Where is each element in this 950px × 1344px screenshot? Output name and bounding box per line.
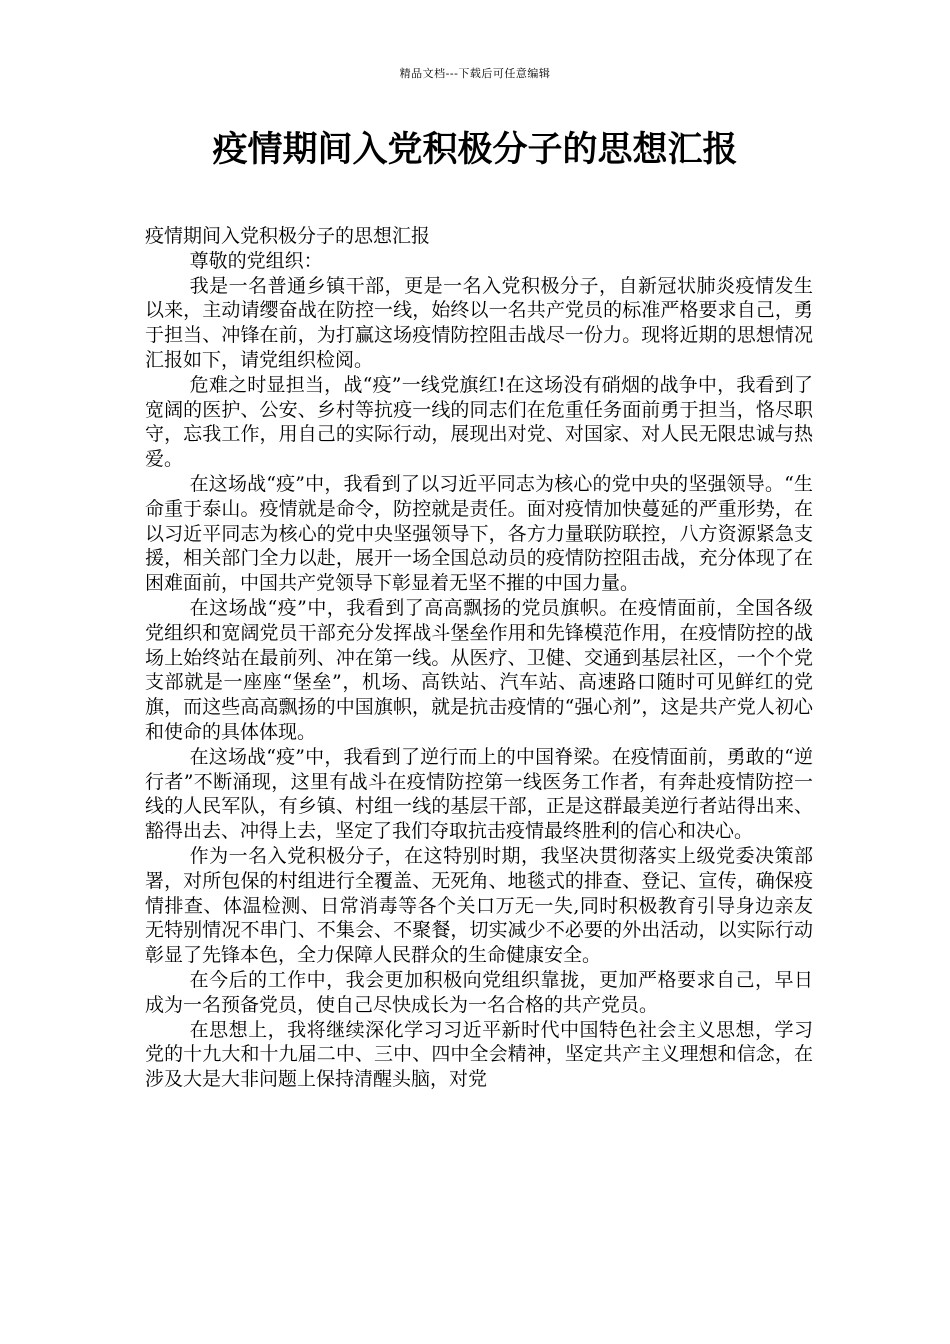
paragraph: 在这场战“疫”中，我看到了高高飘扬的党员旗帜。在疫情面前，全国各级党组织和宽阔党员干部充分发挥战斗堡垒作用和先锋模范作用，在疫情防控的战场上始终站在最前列、冲在第一线。从医疗、卫健、交通到基层社区，一个个党支部就是一座座“堡垒”，机场、高铁站、汽车站、高速路口随时可见鲜红的党旗，而这些高高飘扬的中国旗帜，就是抗击疫情的“强心剂”，这是共产党人初心和使命的具体体现。: [145, 596, 813, 743]
paragraph: 我是一名普通乡镇干部，更是一名入党积极分子，自新冠状肺炎疫情发生以来，主动请缨奋战在防控一线，始终以一名共产党员的标准严格要求自己，勇于担当、冲锋在前，为打赢这场疫情防控阻击战尽一份力。现将近期的思想情况汇报如下，请党组织检阅。: [145, 274, 813, 371]
document-title: 疫情期间入党积极分子的思想汇报: [212, 130, 738, 170]
paragraph: 在今后的工作中，我会更加积极向党组织靠拢，更加严格要求自己，早日成为一名预备党员，使自己尽快成长为一名合格的共产党员。: [145, 968, 813, 1016]
header-note: 精品文档---下载后可任意编辑: [399, 67, 551, 80]
paragraph: 作为一名入党积极分子，在这特别时期，我坚决贯彻落实上级党委决策部署，对所包保的村组进行全覆盖、无死角、地毯式的排查、登记、宣传，确保疫情排查、体温检测、日常消毒等各个关口万无一失,同时积极教育引导身边亲友无特别情况不串门、不集会、不聚餐，切实减少不必要的外出活动，以实际行动彰显了先锋本色，全力保障人民群众的生命健康安全。: [145, 844, 813, 967]
document-body: [145, 224, 813, 1092]
paragraph: 危难之时显担当，战“疫”一线党旗红!在这场没有硝烟的战争中，我看到了宽阔的医护、公安、乡村等抗疫一线的同志们在危重任务面前勇于担当，恪尽职守，忘我工作，用自己的实际行动，展现出对党、对国家、对人民无限忠诚与热爱。: [145, 373, 813, 471]
paragraph: 在这场战“疫”中，我看到了以习近平同志为核心的党中央的坚强领导。“生命重于泰山。疫情就是命令，防控就是责任。面对疫情加快蔓延的严重形势，在以习近平同志为核心的党中央坚强领导下，各方力量联防联控，八方资源紧急支援，相关部门全力以赴，展开一场全国总动员的疫情防控阻击战，充分体现了在困难面前，中国共产党领导下彰显着无坚不摧的中国力量。: [145, 472, 813, 595]
paragraph: 在思想上，我将继续深化学习习近平新时代中国特色社会主义思想，学习党的十九大和十九届二中、三中、四中全会精神，坚定共产主义理想和信念，在涉及大是大非问题上保持清醒头脑，对党: [145, 1018, 813, 1091]
body-heading: 疫情期间入党积极分子的思想汇报: [145, 225, 431, 247]
paragraph: 在这场战“疫”中，我看到了逆行而上的中国脊梁。在疫情面前，勇敢的“逆行者”不断涌现，这里有战斗在疫情防控第一线医务工作者，有奔赴疫情防控一线的人民军队，有乡镇、村组一线的基层干部，正是这群最美逆行者站得出来、豁得出去、冲得上去，坚定了我们夺取抗击疫情最终胜利的信心和决心。: [145, 745, 813, 843]
salutation: 尊敬的党组织：: [189, 249, 323, 272]
